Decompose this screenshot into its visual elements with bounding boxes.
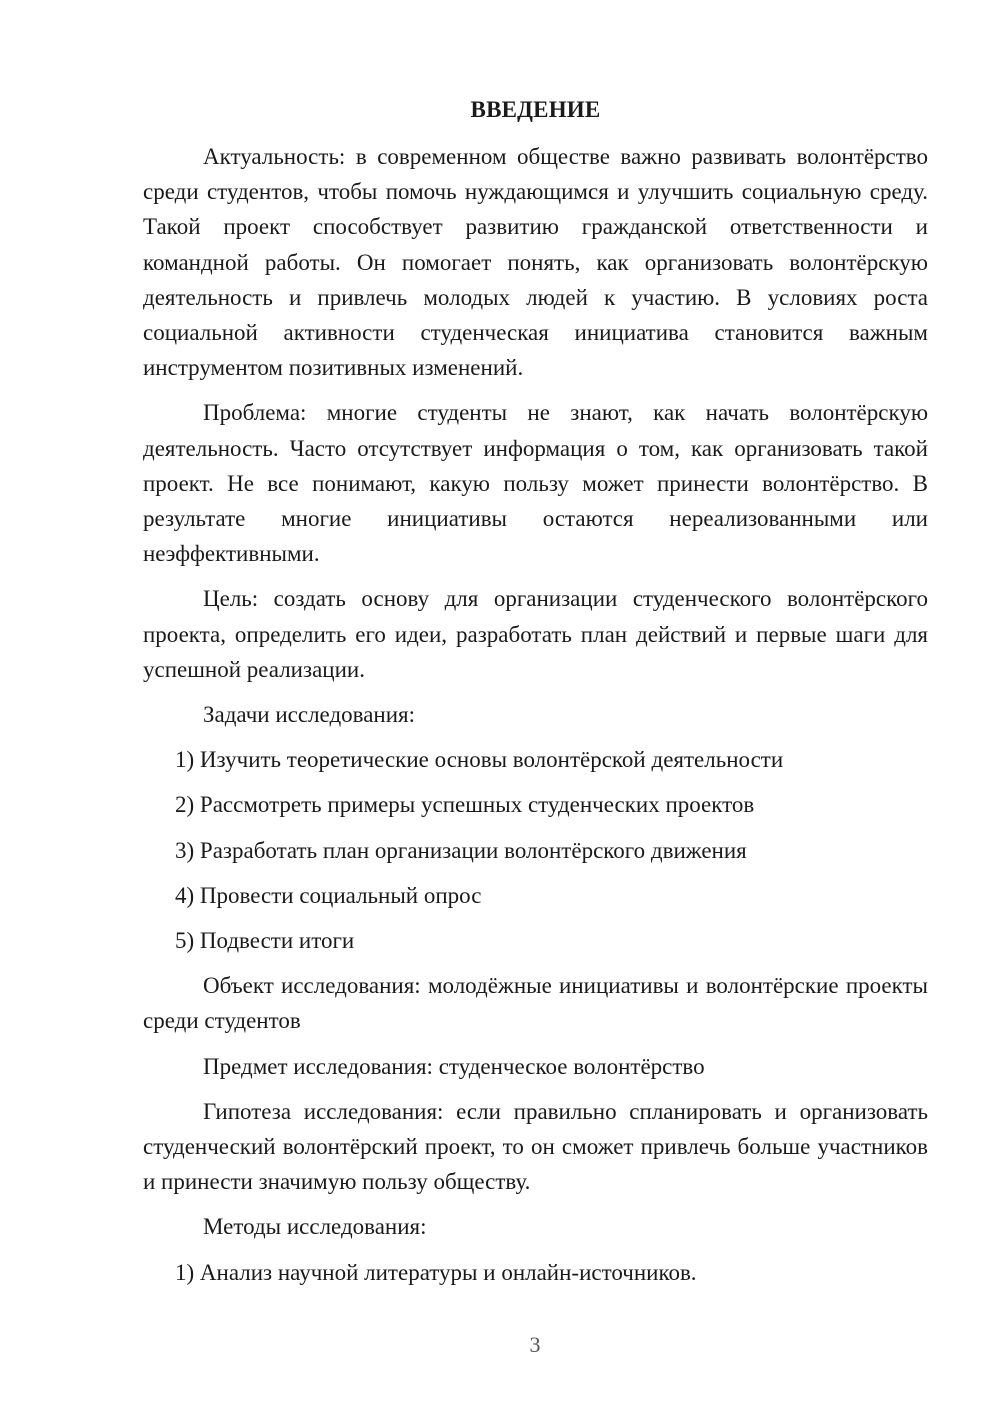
methods-label: Методы исследования: xyxy=(203,1214,427,1240)
page-number: 3 xyxy=(529,1332,541,1357)
task-item-3: 3) Разработать план организации волонтёрского движения xyxy=(175,837,747,863)
tasks-label: Задачи исследования: xyxy=(203,702,416,728)
page-title: ВВЕДЕНИЕ xyxy=(470,97,601,122)
goal-paragraph: Цель: создать основу для организации студенческого волонтёрского проекта, определить его идеи, разработать план действий и первые шаги для успешной реализации. xyxy=(143,586,928,682)
hypothesis-paragraph: Гипотеза исследования: если правильно спланировать и организовать студенческий волонтёрский проект, то он сможет привлечь больше участников и принести значимую пользу обществу. xyxy=(143,1098,928,1195)
task-item-5: 5) Подвести итоги xyxy=(175,928,355,954)
document-page xyxy=(143,92,928,1300)
problem-paragraph: Проблема: многие студенты не знают, как начать волонтёрскую деятельность. Часто отсутствует информация о том, как организовать такой проект. Не все понимают, какую пользу может принести волонтёрство. В результате многие инициативы остаются нереализованными или неэффективными. xyxy=(143,400,928,567)
relevance-paragraph: Актуальность: в современном обществе важно развивать волонтёрство среди студентов, чтобы помочь нуждающимся и улучшить социальную среду. Такой проект способствует развитию гражданской ответственности и командной работы. Он помогает понять, как организовать волонтёрскую деятельность и привлечь молодых людей к участию. В условиях роста социальной активности студенческая инициатива становится важным инструментом позитивных изменений. xyxy=(143,144,928,381)
task-item-1: 1) Изучить теоретические основы волонтёрской деятельности xyxy=(175,747,784,773)
method-item-1: 1) Анализ научной литературы и онлайн-источников. xyxy=(175,1259,697,1285)
task-item-2: 2) Рассмотреть примеры успешных студенческих проектов xyxy=(175,792,755,818)
object-paragraph: Объект исследования: молодёжные инициативы и волонтёрские проекты среди студентов xyxy=(143,973,928,1034)
task-item-4: 4) Провести социальный опрос xyxy=(175,882,482,908)
subject-paragraph: Предмет исследования: студенческое волонтёрство xyxy=(203,1053,705,1079)
